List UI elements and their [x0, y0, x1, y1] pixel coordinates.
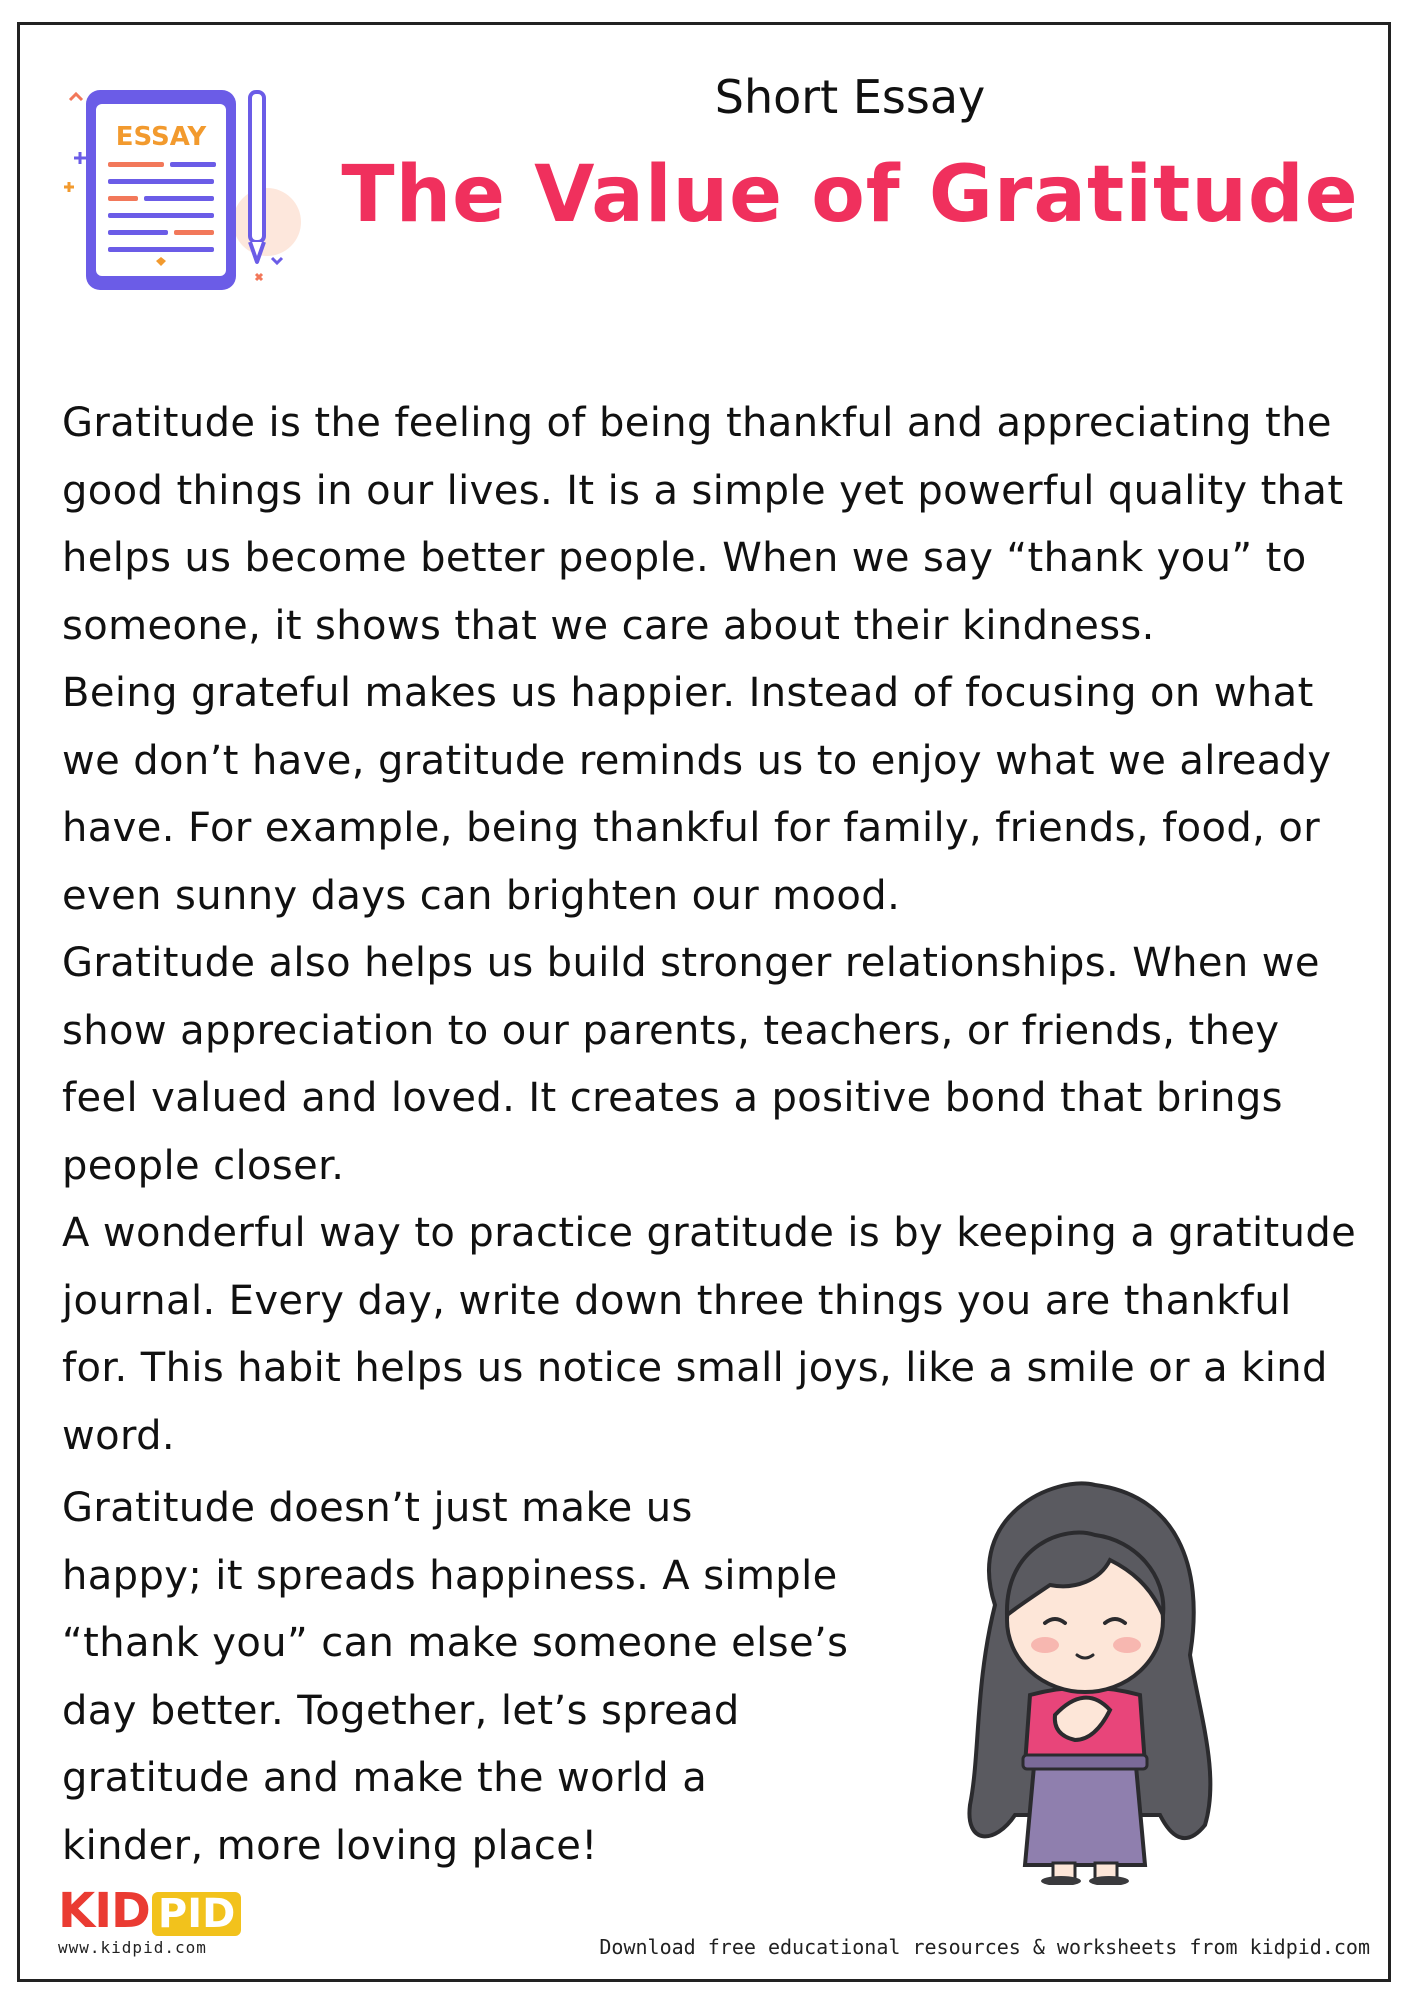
svg-text:ESSAY: ESSAY: [115, 122, 207, 152]
essay-subtitle: Short Essay: [714, 70, 986, 124]
closing-line: day better. Together, let’s spread: [62, 1687, 740, 1734]
closing-line: gratitude and make the world a: [62, 1755, 708, 1801]
closing-paragraph: [62, 1475, 882, 1880]
logo-kid-text: KID: [58, 1883, 150, 1939]
paragraph: A wonderful way to practice gratitude is by keeping a gratitude journal. Every day, write down three things you are thankful for. This habit helps us notice small joys, like a smile or a kind word.: [62, 1210, 1357, 1459]
kidpid-logo: [58, 1880, 241, 1957]
page-title: The Value of Gratitude: [341, 150, 1359, 240]
pencil-icon: [250, 92, 264, 262]
paragraph: Being grateful makes us happier. Instead of focusing on what we don’t have, gratitude reminds us to enjoy what we already have. For example, being thankful for family, friends, food, or even sunny days can brighten our mood.: [62, 670, 1332, 919]
paragraph: Gratitude also helps us build stronger relationships. When we show appreciation to our parents, teachers, or friends, they feel valued and loved. It creates a positive bond that brings people closer.: [62, 940, 1320, 1189]
paragraph: Gratitude is the feeling of being thankful and appreciating the good things in our lives. It is a simple yet powerful quality that helps us become better people. When we say “thank you” to someone, it shows that we care about their kindness.: [62, 400, 1344, 649]
footer-note: Download free educational resources & worksheets from kidpid.com: [599, 1935, 1370, 1959]
logo-url: www.kidpid.com: [58, 1938, 207, 1957]
closing-line: happy; it spreads happiness. A simple: [62, 1552, 838, 1599]
essay-body: [62, 390, 1362, 1470]
logo-pid-text: PID: [152, 1892, 241, 1936]
closing-line: “thank you” can make someone else’s: [62, 1620, 849, 1666]
closing-line: Gratitude doesn’t just make us: [62, 1485, 693, 1531]
girl-illustration: [935, 1455, 1235, 1885]
essay-tablet-icon: [52, 62, 302, 312]
closing-line: kinder, more loving place!: [62, 1822, 598, 1869]
